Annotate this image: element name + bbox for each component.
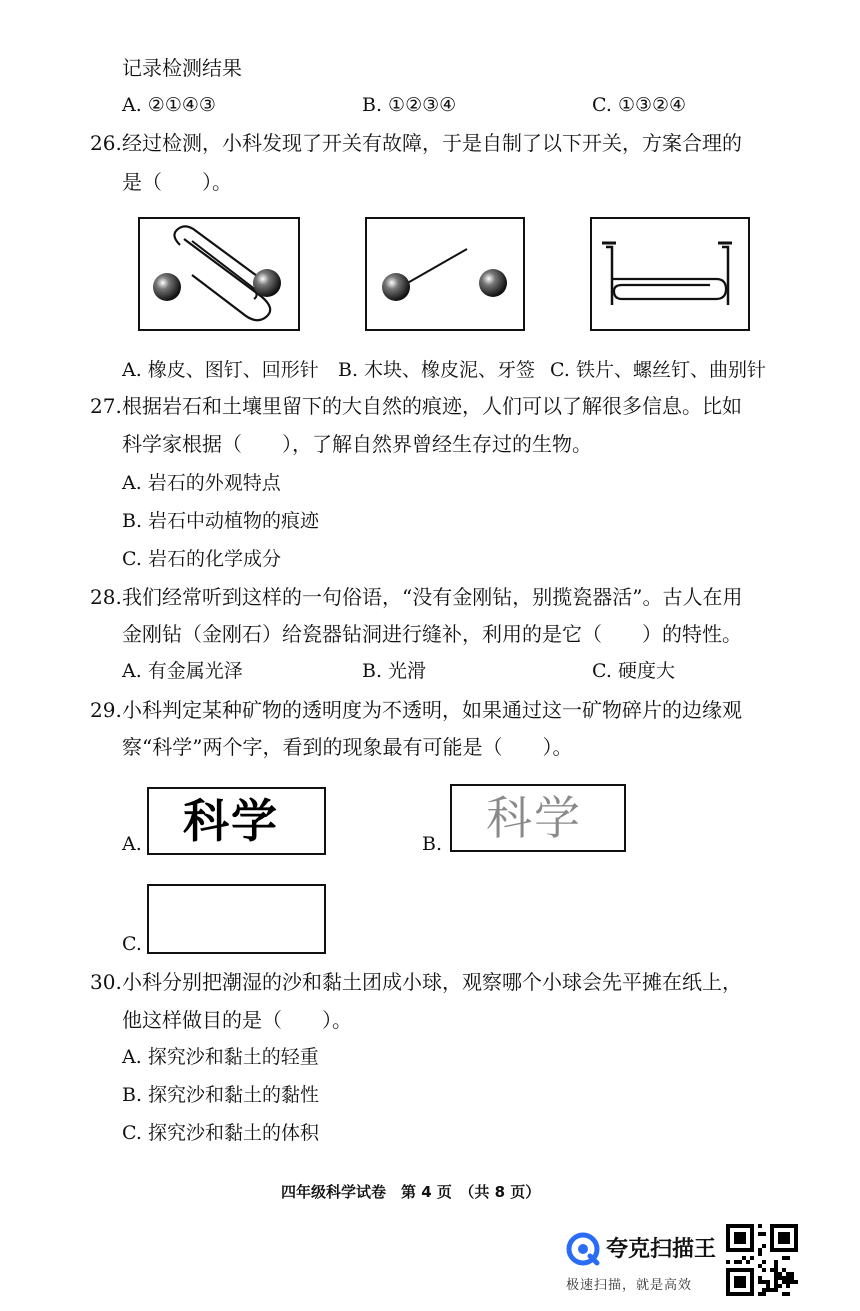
q26-stem-line1: 经过检测，小科发现了开关有故障，于是自制了以下开关，方案合理的 — [122, 131, 742, 155]
q25-option-b: B. ①②③④ — [362, 94, 457, 116]
q26-option-a: A. 橡皮、图钉、回形针 — [122, 359, 319, 381]
q28-stem-line2: 金刚钻（金刚石）给瓷器钻洞进行缝补，利用的是它（ ）的特性。 — [122, 622, 742, 646]
switch-figure-c — [590, 217, 750, 331]
q30-stem-line1: 小科分别把潮湿的沙和黏土团成小球，观察哪个小球会先平摊在纸上， — [122, 970, 742, 994]
q28-stem-line1: 我们经常听到这样的一句俗语，“没有金刚钻，别揽瓷器活”。古人在用 — [122, 585, 743, 609]
q29-number: 29. — [90, 698, 122, 722]
q30-stem-line2: 他这样做目的是（ ）。 — [122, 1008, 352, 1032]
q29-option-b-label: B. — [422, 833, 443, 855]
watermark-brand: 夸克扫描王 — [606, 1237, 717, 1262]
switch-figure-b — [365, 217, 525, 331]
q29-option-c-label: C. — [122, 933, 142, 955]
q27-stem-line2: 科学家根据（ ），了解自然界曾经生存过的生物。 — [122, 432, 592, 456]
toothpick-switch-icon — [367, 219, 522, 328]
q30-option-c: C. 探究沙和黏土的体积 — [122, 1122, 319, 1144]
q30-option-a: A. 探究沙和黏土的轻重 — [122, 1046, 319, 1068]
q27-number: 27. — [90, 394, 122, 418]
switch-figure-a — [138, 217, 300, 331]
q27-option-b: B. 岩石中动植物的痕迹 — [122, 510, 320, 532]
q29-option-c-box — [147, 884, 326, 954]
q28-option-c: C. 硬度大 — [592, 660, 675, 682]
q27-option-a: A. 岩石的外观特点 — [122, 472, 281, 494]
q29-option-a-text: 科学 — [183, 794, 279, 848]
q28-number: 28. — [90, 585, 122, 609]
metal-clip-switch-icon — [592, 219, 747, 328]
q28-option-b: B. 光滑 — [362, 660, 427, 682]
q27-stem-line1: 根据岩石和土壤里留下的大自然的痕迹，人们可以了解很多信息。比如 — [122, 394, 742, 418]
q26-option-b: B. 木块、橡皮泥、牙签 — [338, 359, 536, 381]
q25-option-c: C. ①③②④ — [592, 94, 687, 116]
quark-logo-icon — [566, 1232, 600, 1266]
q30-option-b: B. 探究沙和黏土的黏性 — [122, 1084, 320, 1106]
q25-continuation: 记录检测结果 — [122, 56, 242, 80]
q26-option-c: C. 铁片、螺丝钉、曲别针 — [550, 359, 766, 381]
q29-option-a-box — [147, 787, 326, 855]
watermark-slogan: 极速扫描，就是高效 — [566, 1278, 693, 1293]
q29-option-b-box — [450, 784, 626, 852]
page-footer: 四年级科学试卷 第 4 页 （共 8 页） — [281, 1183, 541, 1201]
q29-option-a-label: A. — [122, 833, 142, 855]
qr-code-icon — [726, 1224, 798, 1296]
q29-stem-line1: 小科判定某种矿物的透明度为不透明，如果通过这一矿物碎片的边缘观 — [122, 698, 742, 722]
q29-option-b-text: 科学 — [486, 791, 582, 845]
paperclip-switch-icon — [140, 219, 297, 328]
q28-option-a: A. 有金属光泽 — [122, 660, 243, 682]
q30-number: 30. — [90, 970, 122, 994]
q27-option-c: C. 岩石的化学成分 — [122, 548, 281, 570]
q26-number: 26. — [90, 131, 122, 155]
q26-stem-line2: 是（ ）。 — [122, 170, 232, 194]
q29-stem-line2: 察“科学”两个字，看到的现象最有可能是（ ）。 — [122, 735, 573, 759]
q25-option-a: A. ②①④③ — [122, 94, 216, 116]
